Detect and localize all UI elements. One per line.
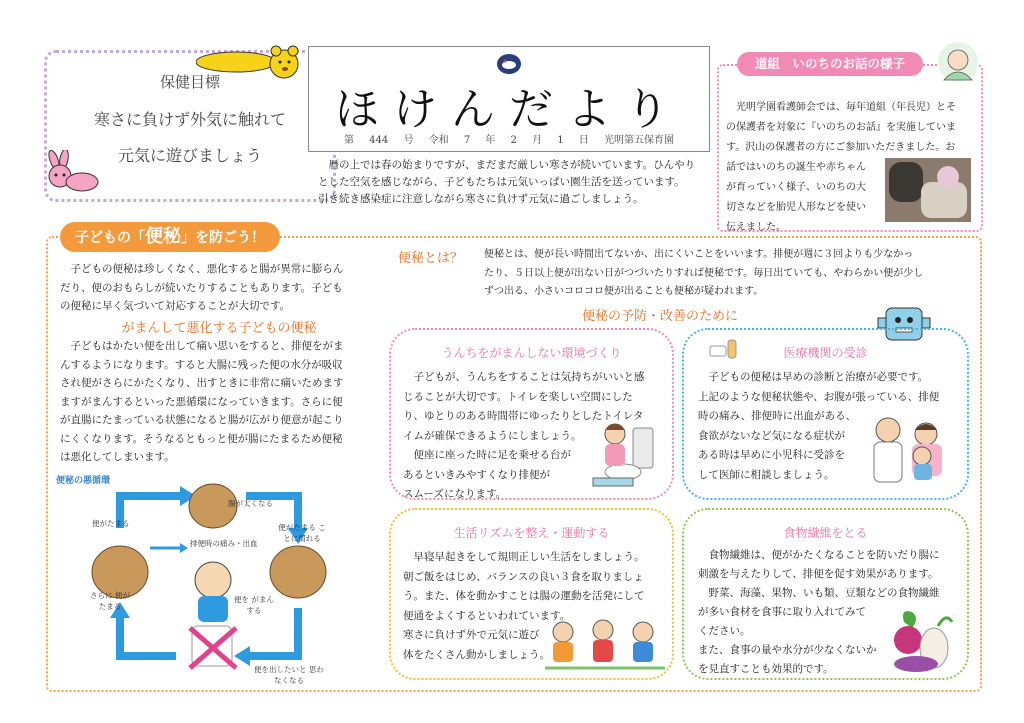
worsen-line: が直腸にたまっている状態になると腸が広がり便意が起こり: [60, 414, 344, 426]
pink-rabbit-icon: [42, 150, 102, 198]
box1-line: 便座に座った時に足を乗せる台が: [413, 449, 571, 461]
heading-emph: 便秘: [145, 226, 181, 247]
baby-icon: [936, 40, 980, 86]
box1-line: あるといきみやすくなり排便が: [403, 468, 550, 481]
what-line: 便秘とは、便が長い時間出てないか、出にくいことをいいます。排便が週に３回よりも少なかっ: [484, 249, 914, 260]
goal-line-1: 寒さに負けず外気に触れて: [93, 110, 286, 129]
issue-number: 第 444 号: [344, 135, 414, 146]
talk-line: 話ではいのちの誕生や赤ちゃん: [726, 162, 866, 173]
cycle-label-c: 排便時の痛み・出血: [190, 539, 258, 548]
box4-line: 刺激を与えたりして、排便を促す効果があります。: [698, 568, 939, 580]
worsen-heading: がまんして悪化する子どもの便秘: [121, 321, 317, 336]
box3-line: 寒さに負けず外で元気に遊び: [403, 629, 540, 641]
medical-visit-box: [682, 328, 969, 500]
doctor-exam-icon: [864, 410, 956, 492]
issue-org: 光明第五保育園: [604, 135, 674, 146]
intro-line: とした空気を感じながら、子どもたちは元気いっぱい園生活を送っています。: [318, 176, 685, 188]
box3-line: 便通をよくするといわれています。: [403, 609, 571, 622]
cycle-label-a: 腸が太くなる: [228, 499, 273, 508]
box3-title: 生活リズムを整え・運動する: [453, 526, 610, 540]
box3-line: 朝ご飯をはじめ、バランスの良い３食を取りましょ: [403, 570, 644, 583]
box4-line: 食物繊維は、便がかたくなることを防いだり腸に: [708, 549, 940, 561]
box2-line: 食欲がないなど気になる症状が: [698, 429, 845, 442]
talk-photo: [885, 158, 971, 222]
worsen-line: ますがまんするといった悪循環になっていきます。さらに便: [60, 395, 343, 408]
cycle-label-d: 便がたまる ことに慣れる: [278, 523, 326, 543]
goal-line-2: 元気に遊びましょう: [117, 146, 262, 165]
vegetables-icon: [886, 608, 956, 674]
what-text: [484, 246, 972, 302]
prevention-heading: 便秘の予防・改善のために: [581, 309, 738, 324]
box1-title: うんちをがまんしない環境づくり: [441, 346, 622, 360]
medicine-icon: [706, 336, 742, 360]
children-playing-icon: [543, 616, 667, 674]
worsen-line: され便がさらにかたくなり、出すときに非常に痛いためます: [60, 377, 344, 389]
box1-line: スムーズになります。: [403, 488, 507, 500]
toilet-environment-box: [389, 328, 674, 500]
box4-line: また、食事の量や水分が少なくないか: [698, 644, 877, 656]
box4-line: 野菜、海藻、果物、いも類、豆類などの食物繊維: [708, 587, 940, 599]
heading-pre: 子どもの「: [75, 230, 145, 246]
box3-line: 早寝早起きをして規則正しい生活をしましょう。: [413, 551, 645, 563]
box2-line: 上記のような便秘状態や、お腹が張っている、排便: [698, 390, 940, 403]
masthead: [308, 46, 710, 152]
cycle-label-f: 便を がまんする: [234, 595, 274, 615]
worsen-text: [60, 337, 380, 467]
newsletter-title: ほけんだより: [335, 84, 683, 135]
intro-line: 引き続き感染症に注意しながら寒さに負けず元気に過ごしましょう。: [318, 193, 644, 205]
box1-line: イムが確保できるようにしましょう。: [403, 429, 582, 442]
talk-line: が育っていく様子、いのちの大: [726, 182, 866, 193]
talk-line: の保護者を対象に『いのちのお話』を実施していま: [726, 122, 956, 133]
box2-line: ある時は早めに小児科に受診を: [698, 449, 845, 461]
cycle-label-b: 便がたまる: [92, 519, 130, 528]
box4-line: が多い食材を食事に取り入れてみて: [698, 606, 866, 618]
worsen-line: は悪化してしまいます。: [60, 451, 175, 463]
goal-heading: 保健目標: [159, 73, 220, 91]
cycle-label-g: 便を出したいと 思わなくなる: [254, 665, 324, 685]
box1-line: 子どもが、うんちをすることは気持ちがいいと感: [413, 371, 645, 383]
intro-line: 暦の上では春の始まりですが、まだまだ厳しい寒さが続いています。ひんやり: [328, 159, 696, 171]
yellow-bear-icon: [196, 42, 306, 84]
cycle-label-e: さらに 便がたまる: [90, 591, 130, 611]
life-rhythm-box: [389, 508, 674, 680]
talk-line: 伝えました。: [726, 222, 786, 233]
issue-date: 令和 7 年 2 月 1 日: [428, 135, 589, 146]
box2-line: 子どもの便秘は早めの診断と治療が必要です。: [708, 371, 929, 383]
intro-paragraph: [318, 157, 718, 208]
left-intro-line: 子どもの便秘は珍しくなく、悪化すると腸が異常に膨らん: [70, 263, 344, 275]
box2-line: 時の痛み、排便時に出血がある、: [698, 410, 857, 422]
box4-line: を見直すことも効果的です。: [698, 663, 834, 675]
box1-line: じることが大切です。トイレを楽しい空間にした: [403, 390, 633, 403]
left-intro-line: の便秘に早く気づいて対応することが大切です。: [60, 300, 291, 312]
heading-post: 」を防ごう！: [181, 230, 265, 246]
worsen-line: 子どもはかたい便を出して痛い思いをすると、排便をがま: [70, 340, 344, 352]
talk-line: 切さなどを胎児人形などを使い: [726, 202, 866, 213]
what-heading: 便秘とは？: [398, 251, 464, 266]
worsen-line: にくくなります。そうなるともっと便が腸にたまるため便秘: [60, 432, 343, 445]
box2-line: して医師に相談しましょう。: [698, 468, 835, 481]
child-on-toilet-icon: [589, 418, 659, 490]
talk-line: す。沢山の保護者の方にご参加いただきました。お: [726, 142, 956, 153]
box4-title: 食物繊維をとる: [783, 526, 868, 540]
box2-title: 医療機関の受診: [783, 346, 868, 360]
school-logo-icon: [496, 53, 522, 75]
left-intro-line: だり、便のおもらしが続いたりすることもあります。子ども: [60, 281, 343, 294]
box4-line: ください。: [698, 625, 751, 637]
what-line: たり、５日以上便が出ない日がつづいたりすれば便秘です。毎日出ていても、やわらかい便が少し: [484, 267, 924, 279]
box3-line: う。また、体を動かすことは腸の運動を活発にして: [403, 590, 645, 602]
constipation-heading: [60, 222, 280, 252]
issue-info: [309, 131, 709, 146]
talk-line: 光明学園看護師会では、毎年道組（年長児）とそ: [736, 102, 956, 113]
dietary-fiber-box: [682, 508, 969, 680]
cycle-title: 便秘の悪循環: [56, 476, 111, 486]
left-intro: [60, 260, 380, 316]
worsen-line: んするようになります。すると大腸に残った便の水分が吸収: [60, 358, 343, 371]
life-talk-heading: 道組 いのちのお話の様子: [737, 52, 923, 76]
box1-line: り、ゆとりのある時間帯にゆったりとしたトイレタ: [403, 410, 644, 422]
what-line: ずつ出る、小さいコロコロ便が出ることも便秘が疑われます。: [484, 286, 764, 297]
box3-line: 体をたくさん動かしましょう。: [403, 648, 550, 661]
